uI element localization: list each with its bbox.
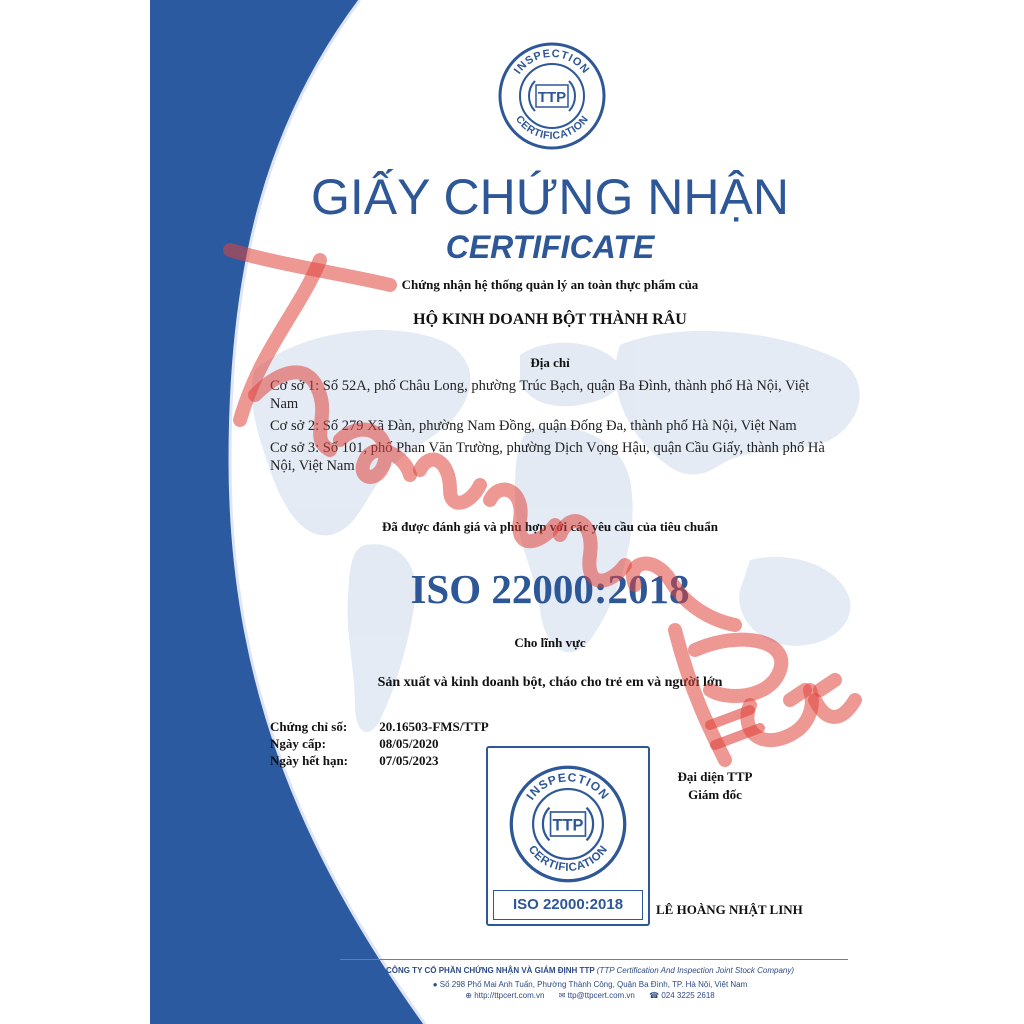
iso-certification-mark <box>486 746 650 926</box>
footer-email[interactable]: ttp@ttpcert.com.vn <box>567 991 635 1000</box>
footer-company <box>310 966 870 975</box>
representative-block <box>640 768 790 804</box>
standard-name: ISO 22000:2018 <box>410 566 690 612</box>
detail-label: Ngày hết hạn: <box>270 753 349 768</box>
footer-company-english: (TTP Certification And Inspection Joint Stock Company) <box>596 966 795 975</box>
assessed-text: Đã được đánh giá và phù hợp với các yêu cầu của tiêu chuẩn <box>381 519 719 534</box>
field-label: Cho lĩnh vực <box>514 635 586 650</box>
phone-icon: ☎ <box>649 991 660 1000</box>
svg-text:INSPECTION: INSPECTION <box>512 47 592 77</box>
svg-text:TTP: TTP <box>552 816 584 835</box>
footer-website[interactable]: http://ttpcert.com.vn <box>474 991 545 1000</box>
detail-value: 08/05/2020 <box>379 736 439 751</box>
scope-text: Sản xuất và kinh doanh bột, cháo cho trẻ em và người lớn <box>377 675 723 690</box>
footer-divider <box>340 959 848 960</box>
location-pin-icon: ● <box>432 980 438 989</box>
detail-label: Ngày cấp: <box>270 736 326 751</box>
company-name: HỘ KINH DOANH BỘT THÀNH RÂU <box>413 311 687 328</box>
address-label: Địa chỉ <box>530 355 570 370</box>
footer-phone: 024 3225 2618 <box>661 991 715 1000</box>
globe-icon: ⊕ <box>465 991 472 1000</box>
ttp-inspection-seal-icon <box>497 41 607 151</box>
svg-text:CERTIFICATION: CERTIFICATION <box>512 113 592 143</box>
email-contact <box>559 991 637 1000</box>
address-item: Cơ sở 2: Số 279 Xã Đàn, phường Nam Đồng, quận Đống Đa, thành phố Hà Nội, Việt Nam <box>270 418 797 434</box>
detail-value: 07/05/2023 <box>379 753 439 768</box>
expiry-date-row <box>270 753 489 770</box>
envelope-icon: ✉ <box>558 991 566 1000</box>
signer-name: LÊ HOÀNG NHẬT LINH <box>656 902 803 917</box>
title-english: CERTIFICATE <box>445 229 655 265</box>
website-contact <box>465 991 546 1000</box>
detail-value: 20.16503-FMS/TTP <box>379 719 489 734</box>
certificate-page <box>150 0 874 1024</box>
svg-text:INSPECTION: INSPECTION <box>523 770 613 803</box>
issue-date-row <box>270 736 489 753</box>
address-item: Cơ sở 1: Số 52A, phố Châu Long, phường Trúc Bạch, quận Ba Đình, thành phố Hà Nội, Việt Nam <box>270 378 810 412</box>
ttp-certification-seal-icon <box>508 764 628 884</box>
svg-text:CERTIFICATION: CERTIFICATION <box>525 843 611 875</box>
footer-contacts <box>310 991 870 1000</box>
title-vietnamese: GIẤY CHỨNG NHẬN <box>311 169 789 225</box>
footer-company-name: CÔNG TY CỔ PHẦN CHỨNG NHẬN VÀ GIÁM ĐỊNH TTP <box>385 966 595 975</box>
phone-contact <box>649 991 715 1000</box>
certificate-number-row <box>270 719 489 736</box>
svg-text:TTP: TTP <box>537 89 567 106</box>
iso-mark-label: ISO 22000:2018 <box>493 890 643 920</box>
footer-address <box>310 980 870 989</box>
address-list <box>270 377 835 479</box>
representative-role: Giám đốc <box>688 787 742 802</box>
address-item: Cơ sở 3: Số 101, phố Phan Văn Trường, phường Dịch Vọng Hậu, quận Cầu Giấy, thành phố Hà Nội, Việt Nam <box>270 440 825 474</box>
intro-text: Chứng nhận hệ thống quản lý an toàn thực phẩm của <box>401 277 699 292</box>
footer-address-text: Số 298 Phố Mai Anh Tuấn, Phường Thành Công, Quận Ba Đình, TP. Hà Nội, Việt Nam <box>439 980 748 989</box>
certificate-details <box>270 719 489 770</box>
representative-title: Đại diện TTP <box>677 769 753 784</box>
detail-label: Chứng chỉ số: <box>270 719 348 734</box>
